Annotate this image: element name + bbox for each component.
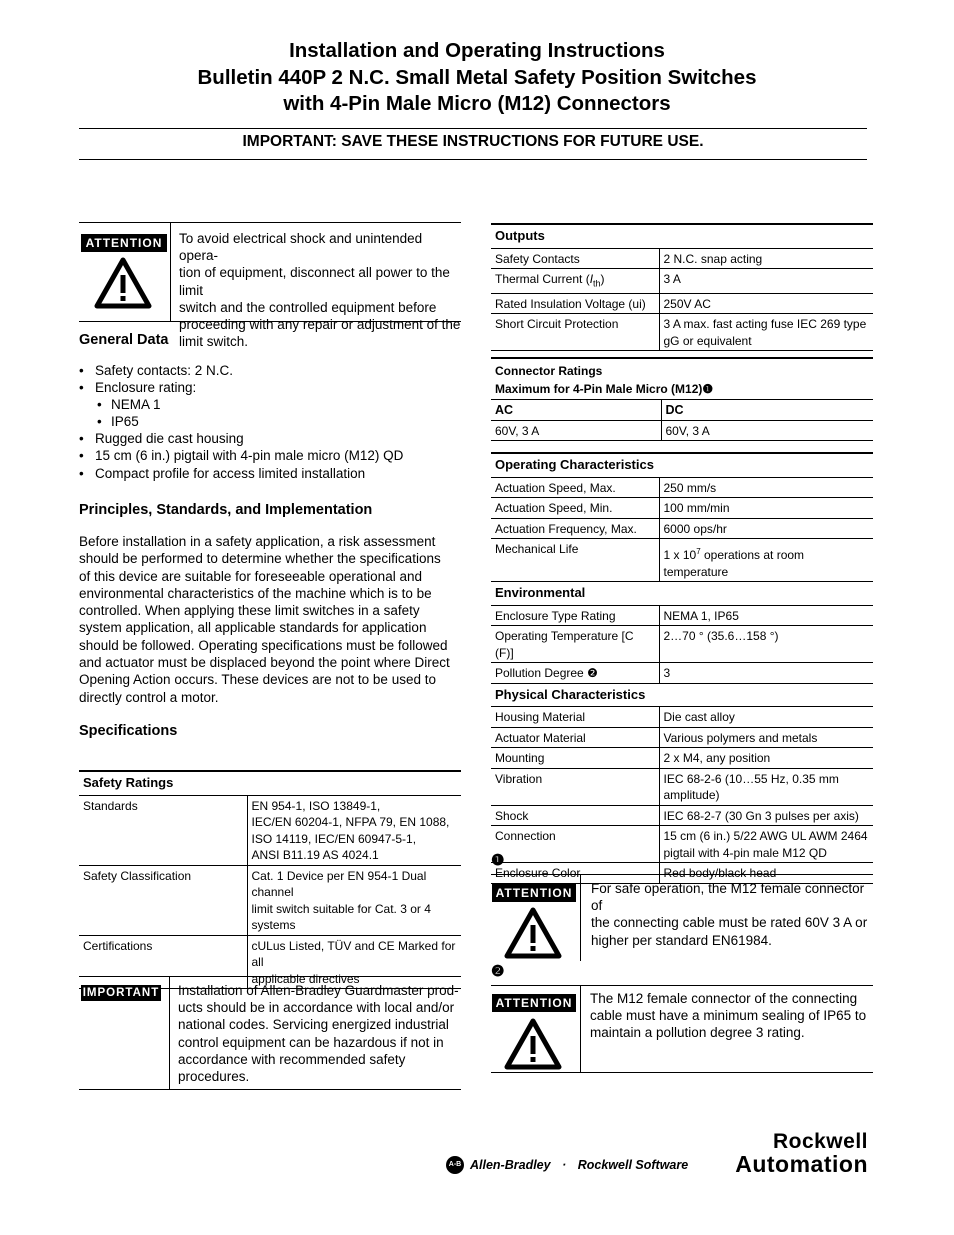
table-row: Safety Classification Cat. 1 Device per EN 954-1 Dual channel limit switch suitable for Cat. 3 or 4 systems [79, 865, 461, 935]
important-badge: IMPORTANT [82, 987, 160, 999]
table-row: Shock IEC 68-2-7 (30 Gn 3 pulses per axis) [491, 805, 873, 826]
attention-badge: ATTENTION [492, 994, 576, 1012]
list-item: • NEMA 1 [79, 396, 461, 413]
title-line-2: Bulletin 440P 2 N.C. Small Metal Safety Position Switches [197, 65, 757, 89]
table-row: Actuation Frequency, Max. 6000 ops/hr [491, 518, 873, 539]
warning-triangle-icon [94, 257, 152, 309]
specifications-heading: Specifications [79, 723, 178, 739]
document-title [0, 38, 954, 118]
table-row: Vibration IEC 68-2-6 (10…55 Hz, 0.35 mm amplitude) [491, 768, 873, 805]
note-1-text: For safe operation, the M12 female connector of the connecting cable must be rated 60V 3 A or higher per standard EN61984. [591, 881, 868, 948]
important-box [79, 976, 461, 1090]
table-row: Pollution Degree ❷ 3 [491, 663, 873, 684]
table-row: Thermal Current $(I_{th})$ 3 A [491, 269, 873, 294]
operating-heading: Operating Characteristics [491, 453, 873, 477]
note-2-marker: ❷ [587, 666, 598, 680]
attention-badge: ATTENTION [81, 234, 167, 252]
table-row: Actuation Speed, Min. 100 mm/min [491, 498, 873, 519]
table-row: Short Circuit Protection 3 A max. fast acting fuse IEC 269 type gG or equivalent [491, 314, 873, 351]
physical-heading: Physical Characteristics [491, 683, 873, 707]
table-row: Enclosure Type Rating NEMA 1, IP65 [491, 605, 873, 626]
table-row: Enclosure Color Red body/black head [491, 863, 873, 884]
table-row: Housing Material Die cast alloy [491, 707, 873, 728]
attention-box-note-2 [491, 985, 873, 1073]
table-row: Actuator Material Various polymers and metals [491, 727, 873, 748]
table-row: Rated Insulation Voltage (ui) 250V AC [491, 293, 873, 314]
table-row: Certifications cULus Listed, TÜV and CE Marked for all applicable directives [79, 935, 461, 989]
connector-ratings-table [491, 357, 873, 441]
title-divider-top [79, 128, 867, 129]
environmental-heading: Environmental [491, 582, 873, 606]
safety-ratings-heading: Safety Ratings [79, 771, 461, 795]
list-item: • 15 cm (6 in.) pigtail with 4-pin male micro (M12) QD [79, 447, 461, 464]
table-row: Connection 15 cm (6 in.) 5/22 AWG UL AWM 2464 pigtail with 4-pin male M12 QD [491, 826, 873, 863]
note-1-marker: ❶ [491, 852, 505, 869]
allen-bradley-wordmark: Allen-Bradley · Rockwell Software [470, 1158, 689, 1172]
general-data-heading: General Data [79, 332, 169, 348]
outputs-heading: Outputs [491, 224, 873, 248]
warning-triangle-icon [504, 1018, 562, 1070]
table-row: Mechanical Life 1 x $10^7$ operations at room temperature [491, 539, 873, 582]
list-item: • Enclosure rating: [79, 379, 461, 396]
table-row: 60V, 3 A 60V, 3 A [491, 420, 873, 441]
note-2-marker: ❷ [491, 963, 505, 980]
table-row: Actuation Speed, Max. 250 mm/s [491, 477, 873, 498]
note-1-marker: ❶ [702, 382, 714, 396]
connector-ratings-subheading: Maximum for 4-Pin Male Micro (M12) [495, 382, 703, 396]
general-data-list [79, 362, 461, 482]
title-divider-bottom [79, 159, 867, 160]
outputs-table [491, 223, 873, 351]
table-row: Safety Contacts 2 N.C. snap acting [491, 248, 873, 269]
attention-badge: ATTENTION [492, 884, 576, 902]
warning-triangle-icon [504, 907, 562, 959]
connector-ratings-heading: Connector Ratings [495, 364, 603, 378]
allen-bradley-logo-icon: A-B [446, 1156, 464, 1174]
attention-box-note-1 [491, 874, 873, 961]
rockwell-automation-logo: Rockwell Automation [735, 1130, 868, 1177]
principles-paragraph: Before installation in a safety application, a risk assessment should be performed to determine whether the specifications of this device are suitable for foreseeable operational and environmental characteristics of the machine which is to be controlled. When applying these limit switches in a safety system application, all applicable standards for application should be followed. Operating specifications must be followed and actuator must be displaced beyond the point where Direct Opening Action occurs. These devices are not to be used to directly control a motor. [79, 534, 450, 705]
important-text: Installation of Allen-Bradley Guardmaster prod- ucts should be in accordance with local and/or national codes. Servicing energized industrial control equipment can be hazardous if not in accordance with recommended safety procedures. [178, 983, 459, 1085]
table-row: Standards EN 954-1, ISO 13849-1, IEC/EN 60204-1, NFPA 79, EN 1088, ISO 14119, IEC/EN 60947-5-1, ANSI B11.19 AS 4024.1 [79, 795, 461, 865]
characteristics-table [491, 452, 873, 884]
attention-main-text: To avoid electrical shock and unintended opera- tion of equipment, disconnect all power to the limit switch and the controlled equipment before proceeding with any repair or adjustment of the limit switch. [179, 231, 461, 350]
list-item: • Safety contacts: 2 N.C. [79, 362, 461, 379]
table-row: Mounting 2 x M4, any position [491, 748, 873, 769]
title-line-1: Installation and Operating Instructions [289, 39, 665, 62]
title-line-3: with 4-Pin Male Micro (M12) Connectors [283, 92, 671, 115]
note-2-text: The M12 female connector of the connecting cable must have a minimum sealing of IP65 to maintain a pollution degree 3 rating. [590, 991, 867, 1041]
principles-heading: Principles, Standards, and Implementation [79, 502, 373, 518]
list-item: • Compact profile for access limited installation [79, 465, 461, 482]
list-item: • Rugged die cast housing [79, 430, 461, 447]
list-item: • IP65 [79, 413, 461, 430]
table-row: AC DC [491, 400, 873, 421]
table-row: Operating Temperature [C (F)] 2…70 ° (35.6…158 °) [491, 626, 873, 663]
important-notice: IMPORTANT: SAVE THESE INSTRUCTIONS FOR FUTURE USE. [242, 133, 704, 150]
safety-ratings-table [79, 770, 461, 989]
